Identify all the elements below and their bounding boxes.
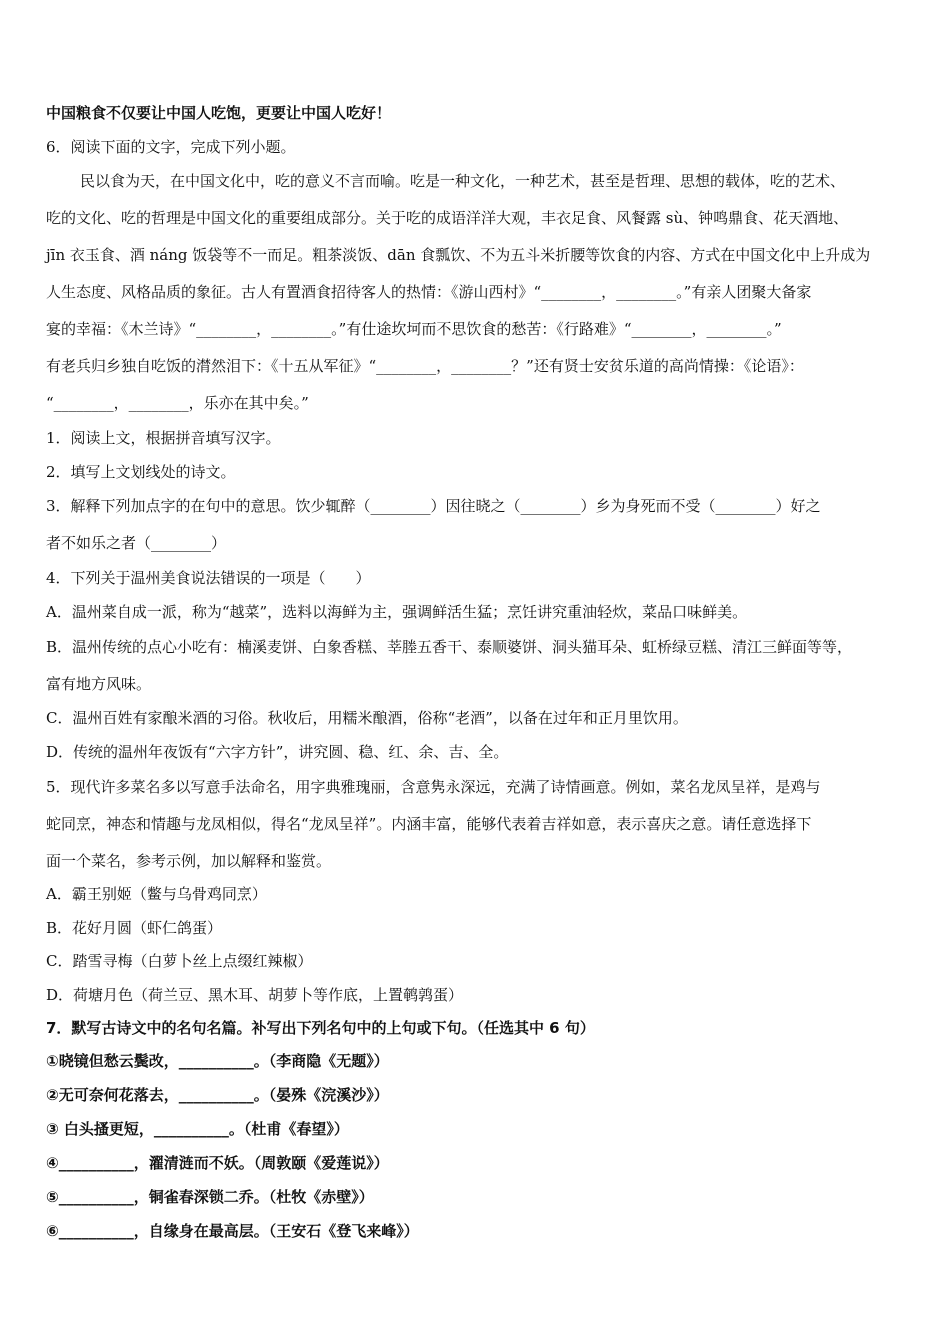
q7-item: ④__________，濯清涟而不妖。（周敦颐《爱莲说》） [46,1154,389,1172]
q7-item: ③ 白头搔更短，__________。（杜甫《春望》） [46,1120,349,1138]
q6-sub-5: 5．现代许多菜名多以写意手法命名，用字典雅瑰丽，含意隽永深远，充满了诗情画意。例如，菜名龙凤呈祥，是鸡与 [46,778,821,796]
q7-prompt: 7．默写古诗文中的名句名篇。补写出下列名句中的上句或下句。（任选其中 6 句） [46,1019,595,1037]
dish-d: D．荷塘月色（荷兰豆、黑木耳、胡萝卜等作底，上置鹌鹑蛋） [46,986,464,1004]
q7-item: ②无可奈何花落去，__________。（晏殊《浣溪沙》） [46,1086,389,1104]
passage-line: jīn 衣玉食、酒 náng 饭袋等不一而足。粗茶淡饭、dān 食瓢饮、不为五斗米折腰等饮食的内容、方式在中国文化中上升成为 [46,246,871,264]
dish-a: A．霸王别姬（鳖与乌骨鸡同烹） [46,885,267,903]
q7-item: ①晓镜但愁云鬓改，__________。（李商隐《无题》） [46,1052,389,1070]
passage-line: “________，________，乐亦在其中矣。” [46,394,309,412]
passage-line: 有老兵归乡独自吃饭的潸然泪下：《十五从军征》“________，________？”还有贤士安贫乐道的高尚情操：《论语》： [46,357,804,375]
option-c: C．温州百姓有家酿米酒的习俗。秋收后，用糯米酿酒，俗称“老酒”，以备在过年和正月里饮用。 [46,709,688,727]
intro-heading: 中国粮食不仅要让中国人吃饱，更要让中国人吃好！ [46,104,392,122]
q7-item: ⑤__________，铜雀春深锁二乔。（杜牧《赤壁》） [46,1188,374,1206]
option-d: D．传统的温州年夜饭有“六字方针”，讲究圆、稳、红、余、吉、全。 [46,743,509,761]
q6-sub-3: 3．解释下列加点字的在句中的意思。饮少辄醉（________）因往晓之（________）乡为身死而不受（________）好之 [46,497,821,515]
passage-line: 人生态度、风格品质的象征。古人有置酒食招待客人的热情：《游山西村》“________，________。”有亲人团聚大备家 [46,283,812,301]
q6-sub-2: 2．填写上文划线处的诗文。 [46,463,236,481]
dish-b: B．花好月圆（虾仁鸽蛋） [46,919,223,937]
q6-sub-5-cont: 蛇同烹，神态和情趣与龙凤相似，得名“龙凤呈祥”。内涵丰富，能够代表着吉祥如意，表示喜庆之意。请任意选择下 [46,815,812,833]
q6-prompt: 6．阅读下面的文字，完成下列小题。 [46,138,296,156]
q6-sub-5-cont: 面一个菜名，参考示例，加以解释和鉴赏。 [46,852,332,870]
option-b: B．温州传统的点心小吃有：楠溪麦饼、白象香糕、莘塍五香干、泰顺婆饼、洞头猫耳朵、虹桥绿豆糕、清江三鲜面等等， [46,638,853,656]
q6-sub-1: 1．阅读上文，根据拼音填写汉字。 [46,429,281,447]
passage-line: 吃的文化、吃的哲理是中国文化的重要组成部分。关于吃的成语洋洋大观，丰衣足食、风餐露 sù、钟鸣鼎食、花天酒地、 [46,209,849,227]
q6-sub-4: 4．下列关于温州美食说法错误的一项是（ ） [46,569,371,587]
dish-c: C．踏雪寻梅（白萝卜丝上点缀红辣椒） [46,952,313,970]
option-a: A．温州菜自成一派，称为“越菜”，选料以海鲜为主，强调鲜活生猛；烹饪讲究重油轻炊，菜品口味鲜美。 [46,603,748,621]
option-b-cont: 富有地方风味。 [46,675,152,693]
passage-line: 宴的幸福：《木兰诗》“________，________。”有仕途坎坷而不思饮食的愁苦：《行路难》“________，________。” [46,320,782,338]
passage-line: 民以食为天，在中国文化中，吃的意义不言而喻。吃是一种文化，一种艺术，甚至是哲理、思想的载体，吃的艺术、 [80,172,846,190]
q6-sub-3-cont: 者不如乐之者（________） [46,534,227,552]
q7-item: ⑥__________，自缘身在最高层。（王安石《登飞来峰》） [46,1222,419,1240]
